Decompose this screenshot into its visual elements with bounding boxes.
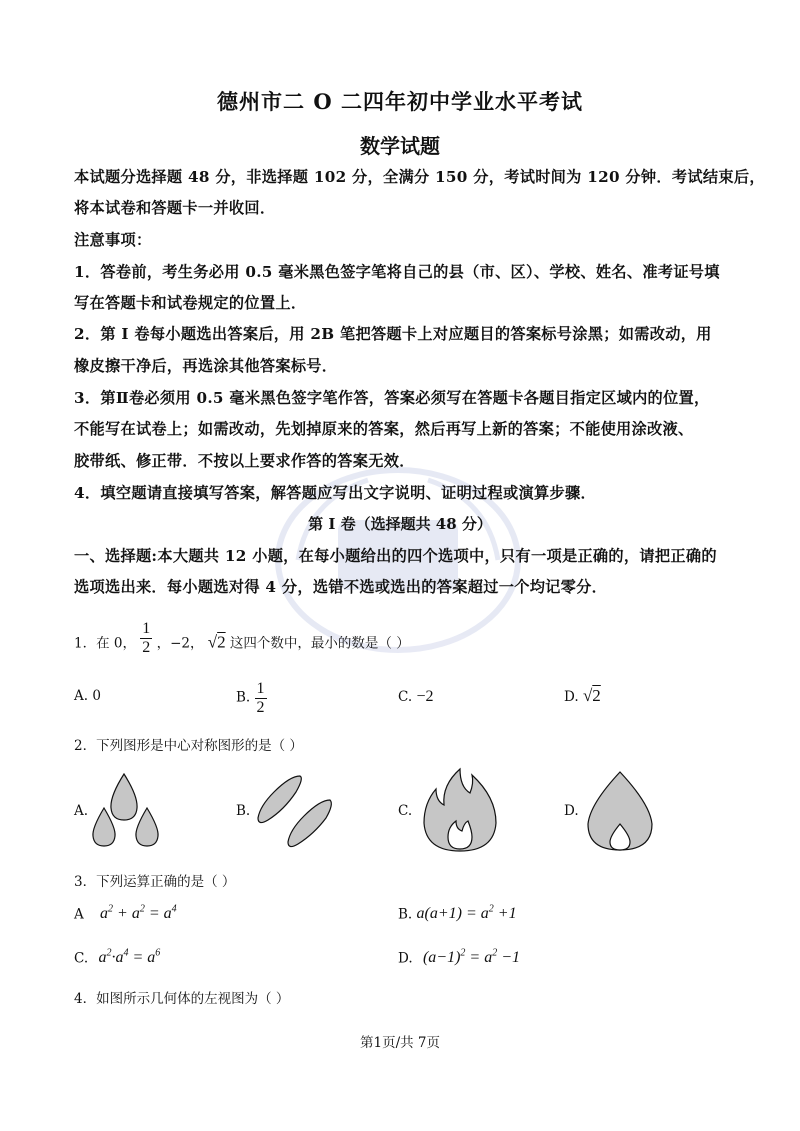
q3-option-a-label: A: [74, 906, 84, 923]
q3-option-c: [74, 948, 160, 967]
intro-line: 本试题分选择题 48 分，非选择题 102 分，全满分 150 分，考试时间为 120 分钟．考试结束后，: [74, 168, 765, 186]
q1-prefix: 1．在 0，: [74, 635, 136, 652]
q1-option-b-den: 2: [256, 698, 265, 716]
notice-item-2: 2．第 I 卷每小题选出答案后，用 2B 笔把答题卡上对应题目的答案标号涂黑；如需改动，用: [74, 325, 712, 343]
q1-option-c-label: C.: [398, 689, 413, 705]
notice-item-1-cont: 写在答题卡和试卷规定的位置上．: [74, 294, 307, 312]
q1-frac-denominator: 2: [142, 638, 151, 656]
q1-mid: ，−2，: [156, 635, 204, 652]
notice-item-4: 4．填空题请直接填写答案，解答题应写出文字说明、证明过程或演算步骤．: [74, 484, 596, 502]
q1-option-d-arg: 2: [592, 686, 601, 705]
q1-suffix: 这四个数中，最小的数是（ ）: [229, 635, 410, 652]
notice-label: 注意事项：: [74, 231, 152, 249]
q3-option-a: [74, 904, 177, 923]
question-1: [74, 620, 410, 662]
q2-option-b-label: B.: [236, 803, 251, 819]
two-leaves-icon: [252, 770, 342, 850]
notice-item-2-cont: 橡皮擦干净后，再选涂其他答案标号．: [74, 357, 338, 375]
q2-option-d-label: D.: [564, 803, 579, 819]
question-4: 4．如图所示几何体的左视图为（ ）: [74, 991, 290, 1007]
q1-option-c-value: −2: [416, 688, 434, 705]
notice-item-1: 1．答卷前，考生务必用 0.5 毫米黑色签字笔将自己的县（市、区）、学校、姓名、准考证号填: [74, 263, 720, 281]
q3-option-d-formula: $(a-1)^2 = a^2 -1$: [422, 948, 520, 967]
sqrt-icon: √2: [582, 686, 601, 705]
q3-option-b: [398, 904, 517, 923]
q1-option-b-fraction: [255, 680, 267, 716]
q3-option-d-label: D.: [398, 950, 413, 967]
q1-fraction: [140, 620, 152, 656]
notice-item-3-cont: 不能写在试卷上；如需改动，先划掉原来的答案，然后再写上新的答案；不能使用涂改液、: [74, 420, 694, 438]
exam-subtitle: 数学试题: [360, 134, 440, 158]
q3-option-c-label: C.: [74, 950, 89, 967]
page-footer: 第1页/共 7页: [359, 1035, 441, 1051]
q1-option-d: [564, 686, 601, 706]
q1-option-b: [236, 680, 267, 716]
q1-option-a: A. 0: [74, 688, 101, 704]
drop-flame-icon: [580, 768, 660, 854]
section-description-cont: 选项选出来．每小题选对得 4 分，选错不选或选出的答案超过一个均记零分．: [74, 578, 608, 596]
q1-frac-numerator: 1: [142, 620, 151, 637]
sqrt-icon: √2: [207, 632, 226, 652]
question-2: 2．下列图形是中心对称图形的是（ ）: [74, 738, 303, 754]
q3-option-a-formula: $a^2 + a^2 = a^4$: [100, 904, 177, 923]
q1-option-d-label: D.: [564, 689, 579, 705]
notice-item-3-cont: 胶带纸、修正带．不按以上要求作答的答案无效．: [74, 452, 415, 470]
q1-option-b-label: B.: [236, 689, 251, 706]
flame-icon: [420, 765, 500, 855]
q2-option-a-label: A.: [74, 803, 89, 819]
question-3: 3．下列运算正确的是（ ）: [74, 874, 236, 890]
intro-line: 将本试卷和答题卡一并收回．: [74, 199, 276, 217]
q3-option-c-formula: $a^2\cdot a^4 = a^6$: [98, 948, 161, 967]
section-description: 一、选择题:本大题共 12 小题，在每小题给出的四个选项中，只有一项是正确的，请把正确的: [74, 547, 717, 565]
q3-option-b-formula: $a(a+1) = a^2 +1$: [416, 904, 517, 923]
q3-option-d: [398, 948, 520, 967]
three-drops-icon: [90, 770, 170, 850]
q3-option-b-label: B.: [398, 906, 413, 923]
section-heading: 第 I 卷（选择题共 48 分）: [308, 515, 492, 533]
q1-option-b-num: 1: [256, 680, 265, 697]
q2-option-c-label: C.: [398, 803, 413, 819]
q1-sqrt-arg: 2: [217, 632, 226, 652]
q1-option-c: [398, 688, 433, 706]
exam-title: 德州市二 O 二四年初中学业水平考试: [217, 89, 583, 114]
notice-item-3: 3．第Ⅱ卷必须用 0.5 毫米黑色签字笔作答，答案必须写在答题卡各题目指定区域内的位置，: [74, 389, 710, 407]
